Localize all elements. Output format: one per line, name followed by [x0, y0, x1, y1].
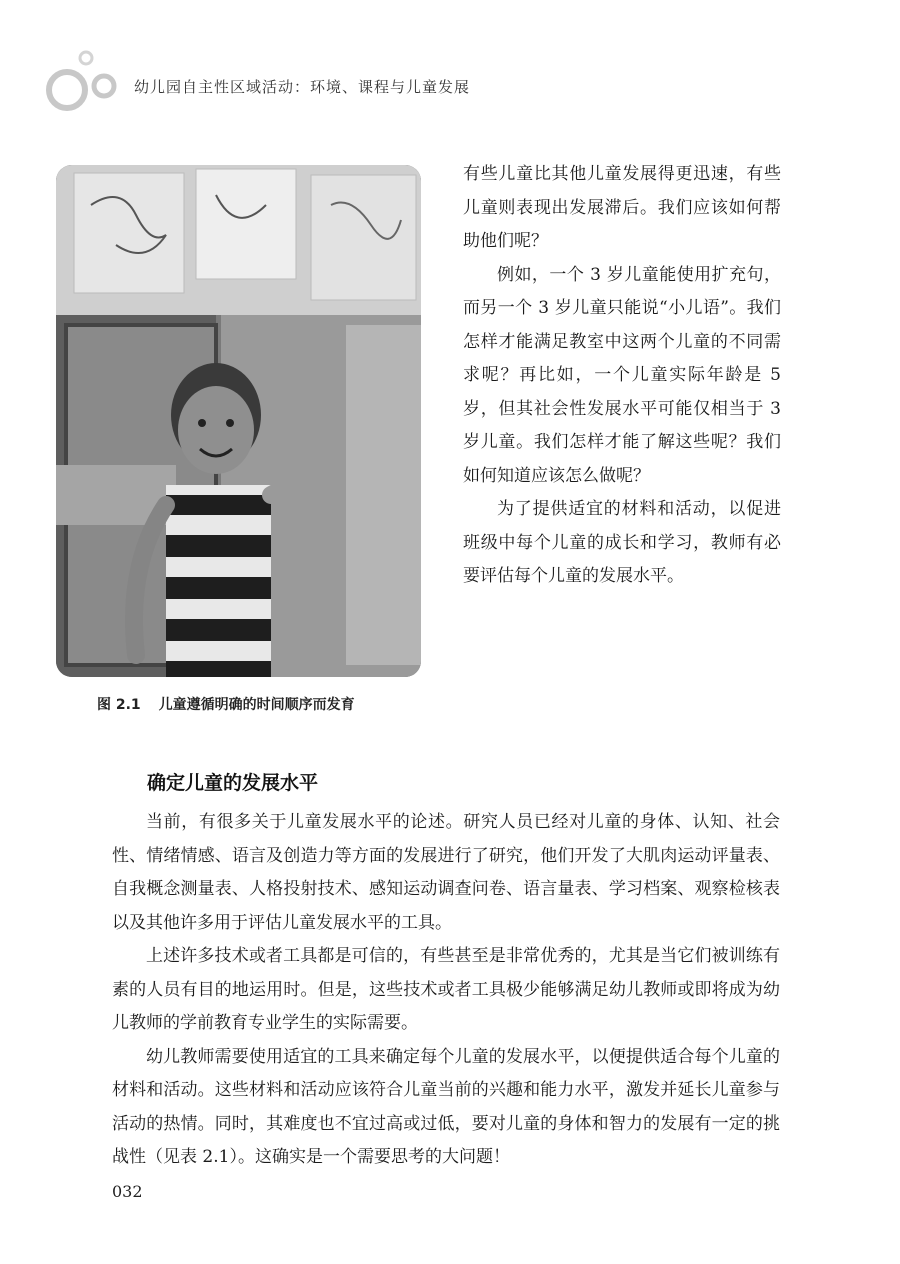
side-paragraph-3: 为了提供适宜的材料和活动，以促进班级中每个儿童的成长和学习，教师有必要评估每个儿童的发展水平。	[463, 499, 781, 586]
body-paragraph-2: 上述许多技术或者工具都是可信的，有些甚至是非常优秀的，尤其是当它们被训练有素的人员有目的地运用时。但是，这些技术或者工具极少能够满足幼儿教师或即将成为幼儿教师的学前教育专业学生的实际需要。	[112, 946, 780, 1033]
figure-caption-text: 儿童遵循明确的时间顺序而发育	[158, 697, 355, 713]
side-paragraph-1: 有些儿童比其他儿童发展得更迅速，有些儿童则表现出发展滞后。我们应该如何帮助他们呢？	[463, 164, 781, 251]
figure-caption	[97, 694, 355, 714]
figure-photo	[56, 165, 421, 677]
section-heading: 确定儿童的发展水平	[147, 772, 319, 794]
side-column	[463, 158, 781, 594]
figure-number: 图 2.1	[97, 697, 141, 713]
section-body	[112, 806, 780, 1175]
side-paragraph-2: 例如，一个 3 岁儿童能使用扩充句，而另一个 3 岁儿童只能说“小儿语”。我们怎样才能满足教室中这两个儿童的不同需求呢？再比如，一个儿童实际年龄是 5 岁，但其社会性发展水平可能仅相当于 3 岁儿童。我们怎样才能了解这些呢？我们如何知道应该怎么做呢？	[463, 264, 781, 486]
running-header	[40, 48, 640, 118]
book-title: 幼儿园自主性区域活动：环境、课程与儿童发展	[134, 78, 471, 96]
decorative-circles-icon	[40, 48, 130, 118]
child-photo-illustration	[56, 165, 421, 677]
page-number: 032	[112, 1182, 143, 1201]
body-paragraph-3: 幼儿教师需要使用适宜的工具来确定每个儿童的发展水平，以便提供适合每个儿童的材料和活动。这些材料和活动应该符合儿童当前的兴趣和能力水平，激发并延长儿童参与活动的热情。同时，其难度也不宜过高或过低，要对儿童的身体和智力的发展有一定的挑战性（见表 2.1）。这确实是一个需要思考的大问题！	[112, 1046, 780, 1167]
body-paragraph-1: 当前，有很多关于儿童发展水平的论述。研究人员已经对儿童的身体、认知、社会性、情绪情感、语言及创造力等方面的发展进行了研究，他们开发了大肌肉运动评量表、自我概念测量表、人格投射技术、感知运动调查问卷、语言量表、学习档案、观察检核表以及其他许多用于评估儿童发展水平的工具。	[112, 812, 780, 933]
